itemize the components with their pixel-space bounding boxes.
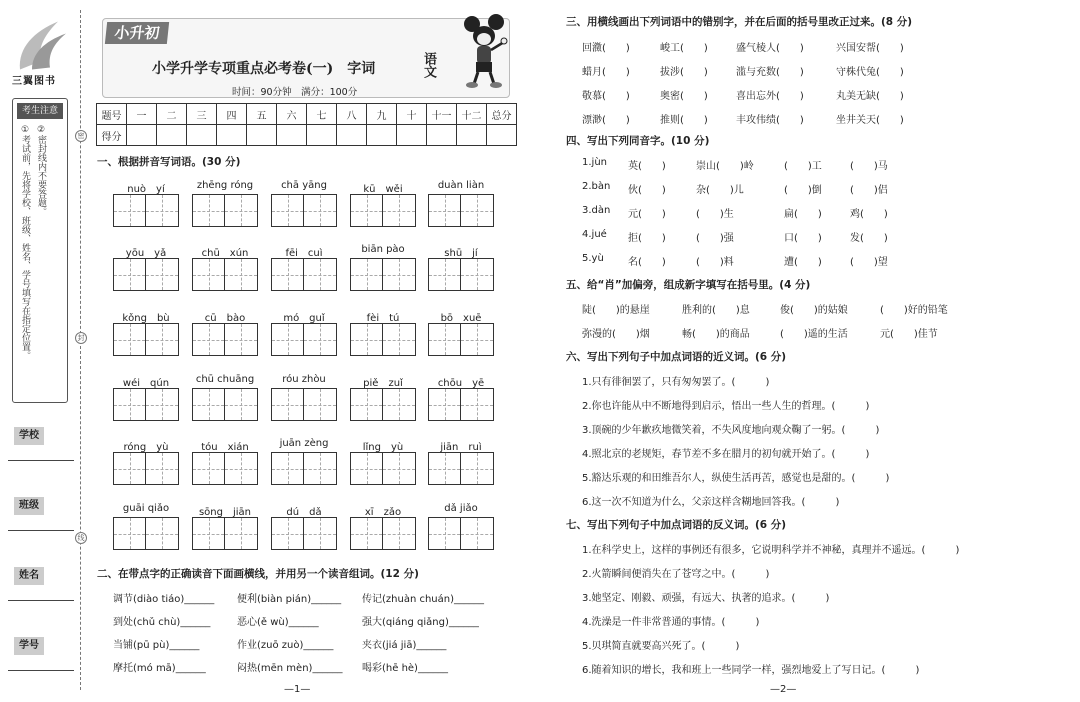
name-field[interactable]: [8, 600, 74, 601]
char-cell[interactable]: [461, 517, 494, 550]
name-label: 姓名: [14, 567, 44, 585]
score-input-cell[interactable]: [367, 125, 397, 146]
score-header-cell: 二: [157, 104, 187, 125]
score-header-cell: 总分: [487, 104, 517, 125]
word-grid[interactable]: [428, 388, 494, 421]
score-input-cell[interactable]: [187, 125, 217, 146]
seal-mark: 密: [75, 130, 87, 142]
pinyin-label: tóu xián: [201, 442, 249, 453]
antonym-item[interactable]: 2.火箭瞬间便消失在了苍穹之中。( ): [582, 569, 770, 580]
char-cell[interactable]: [461, 388, 494, 421]
pronunciation-item[interactable]: 便利(biàn pián)______: [237, 594, 342, 605]
score-input-cell[interactable]: [457, 125, 487, 146]
score-input-cell[interactable]: [337, 125, 367, 146]
char-cell[interactable]: [225, 388, 258, 421]
char-cell[interactable]: [383, 258, 416, 291]
word-grid[interactable]: [350, 388, 416, 421]
score-input-cell[interactable]: [277, 125, 307, 146]
word-grid[interactable]: [428, 194, 494, 227]
word-grid[interactable]: [113, 323, 179, 356]
radical-item[interactable]: 胜利的( )息: [682, 305, 750, 316]
homophone-item[interactable]: ( )生: [696, 209, 734, 220]
pinyin-label: chōu yē: [437, 378, 485, 389]
radical-item[interactable]: 俊( )的姑娘: [780, 305, 848, 316]
char-cell[interactable]: [113, 388, 146, 421]
notice-box: [12, 98, 68, 403]
score-header-cell: 九: [367, 104, 397, 125]
score-header-cell: 十一: [427, 104, 457, 125]
subject-label: 语文: [421, 52, 436, 78]
char-cell[interactable]: [192, 258, 225, 291]
char-cell[interactable]: [146, 517, 179, 550]
synonym-item[interactable]: 1.只有徘徊罢了，只有匆匆罢了。( ): [582, 377, 770, 388]
radical-item[interactable]: ( )好的铅笔: [880, 305, 948, 316]
page-title: 小学升学专项重点必考卷(一) 字词: [152, 61, 376, 77]
word-grid[interactable]: [428, 517, 494, 550]
char-cell[interactable]: [271, 323, 304, 356]
char-cell[interactable]: [304, 258, 337, 291]
typo-item[interactable]: 丸美无缺( ): [836, 91, 904, 102]
score-label-cell: 得分: [97, 125, 127, 146]
score-header-cell: 六: [277, 104, 307, 125]
char-cell[interactable]: [146, 388, 179, 421]
homophone-item: 2.bàn: [582, 181, 611, 192]
section2-heading: 二、在带点字的正确读音下面画横线，并用另一个读音组词。(12 分): [97, 568, 419, 580]
char-cell[interactable]: [350, 194, 383, 227]
homophone-item: 5.yù: [582, 253, 604, 264]
synonym-item[interactable]: 4.照北京的老规矩，春节差不多在腊月的初旬就开始了。( ): [582, 449, 870, 460]
typo-item[interactable]: 喜出忘外( ): [736, 91, 804, 102]
section1-heading: 一、根据拼音写词语。(30 分): [97, 156, 241, 168]
brand-name: 三翼图书: [12, 76, 56, 87]
class-field[interactable]: [8, 530, 74, 531]
score-input-cell[interactable]: [247, 125, 277, 146]
school-field[interactable]: [8, 460, 74, 461]
pinyin-label: piě zuǐ: [363, 378, 403, 389]
char-cell[interactable]: [350, 258, 383, 291]
pinyin-label: sōng jiān: [198, 507, 252, 518]
char-cell[interactable]: [146, 194, 179, 227]
score-header-cell: 一: [127, 104, 157, 125]
char-cell[interactable]: [146, 258, 179, 291]
pinyin-label: jiān ruì: [440, 442, 482, 453]
homophone-item[interactable]: 元( ): [628, 209, 666, 220]
homophone-item[interactable]: ( )倒: [784, 185, 822, 196]
homophone-item[interactable]: 拒( ): [628, 233, 666, 244]
pinyin-label: duàn liàn: [437, 180, 485, 191]
pinyin-label: guāi qiǎo: [122, 503, 170, 514]
char-cell[interactable]: [113, 517, 146, 550]
pinyin-label: chū xún: [201, 248, 249, 259]
char-cell[interactable]: [271, 388, 304, 421]
pinyin-label: bō xuē: [440, 313, 482, 324]
pinyin-label: mó guǐ: [283, 313, 325, 324]
radical-item[interactable]: 畅( )的商品: [682, 329, 750, 340]
char-cell[interactable]: [146, 323, 179, 356]
typo-item[interactable]: 拔涉( ): [660, 67, 708, 78]
score-input-cell[interactable]: [427, 125, 457, 146]
char-cell[interactable]: [225, 323, 258, 356]
score-header-cell: 五: [247, 104, 277, 125]
char-cell[interactable]: [146, 452, 179, 485]
homophone-item[interactable]: 伙( ): [628, 185, 666, 196]
char-cell[interactable]: [383, 194, 416, 227]
char-cell[interactable]: [350, 517, 383, 550]
word-grid[interactable]: [271, 258, 337, 291]
pinyin-label: fèi tú: [366, 313, 400, 324]
typo-item[interactable]: 回瀓( ): [582, 43, 630, 54]
pinyin-label: fēi cuì: [285, 248, 323, 259]
word-grid[interactable]: [192, 258, 258, 291]
char-cell[interactable]: [113, 194, 146, 227]
section7-heading: 七、写出下列句子中加点词语的反义词。(6 分): [566, 519, 787, 531]
char-cell[interactable]: [113, 258, 146, 291]
homophone-item[interactable]: 鸡( ): [850, 209, 888, 220]
pronunciation-item[interactable]: 到处(chǔ chù)______: [113, 617, 211, 628]
pronunciation-item[interactable]: 闷热(mēn mèn)______: [237, 663, 343, 674]
pronunciation-item[interactable]: 当铺(pū pù)______: [113, 640, 200, 651]
typo-item[interactable]: 兴国安帮( ): [836, 43, 904, 54]
word-grid[interactable]: [271, 517, 337, 550]
synonym-item[interactable]: 2.你也许能从中不断地得到启示，悟出一些人生的哲理。( ): [582, 401, 870, 412]
pinyin-label: biān pào: [361, 244, 405, 255]
score-header-cell: 四: [217, 104, 247, 125]
word-grid[interactable]: [428, 258, 494, 291]
char-cell[interactable]: [383, 388, 416, 421]
char-cell[interactable]: [192, 452, 225, 485]
word-grid[interactable]: [350, 323, 416, 356]
char-cell[interactable]: [113, 323, 146, 356]
antonym-item[interactable]: 3.她坚定、刚毅、顽强，有远大、执著的追求。( ): [582, 593, 830, 604]
char-cell[interactable]: [350, 323, 383, 356]
char-cell[interactable]: [271, 517, 304, 550]
char-cell[interactable]: [271, 452, 304, 485]
score-header-cell: 八: [337, 104, 367, 125]
word-grid[interactable]: [113, 194, 179, 227]
radical-item[interactable]: 陡( )的悬崖: [582, 305, 650, 316]
char-cell[interactable]: [304, 388, 337, 421]
pinyin-label: cū bào: [204, 313, 246, 324]
pronunciation-item[interactable]: 摩托(mó mā)______: [113, 663, 206, 674]
char-cell[interactable]: [192, 517, 225, 550]
char-cell[interactable]: [225, 258, 258, 291]
typo-item[interactable]: 盛气棱人( ): [736, 43, 804, 54]
char-cell[interactable]: [192, 323, 225, 356]
word-grid[interactable]: [350, 452, 416, 485]
pinyin-label: wéi qún: [122, 378, 170, 389]
char-cell[interactable]: [225, 517, 258, 550]
char-cell[interactable]: [428, 517, 461, 550]
pinyin-label: kǒng bù: [122, 313, 170, 324]
score-header-cell: 七: [307, 104, 337, 125]
pronunciation-item[interactable]: 强大(qiáng qiǎng)______: [362, 617, 479, 628]
radical-item[interactable]: 弥漫的( )烟: [582, 329, 650, 340]
pinyin-label: yōu yǎ: [125, 248, 167, 259]
word-grid[interactable]: [350, 258, 416, 291]
char-cell[interactable]: [304, 517, 337, 550]
typo-item[interactable]: 蜡月( ): [582, 67, 630, 78]
class-label: 班级: [14, 497, 44, 515]
school-label: 学校: [14, 427, 44, 445]
pinyin-label: kū wěi: [363, 184, 403, 195]
score-input-cell[interactable]: [127, 125, 157, 146]
char-cell[interactable]: [428, 258, 461, 291]
synonym-item[interactable]: 3.顶碗的少年歉疚地微笑着，不失风度地向观众鞠了一躬。( ): [582, 425, 880, 436]
char-cell[interactable]: [304, 452, 337, 485]
typo-item[interactable]: 峻工( ): [660, 43, 708, 54]
word-grid[interactable]: [271, 452, 337, 485]
char-cell[interactable]: [350, 452, 383, 485]
word-grid[interactable]: [271, 388, 337, 421]
word-grid[interactable]: [350, 194, 416, 227]
typo-item[interactable]: 滥与充数( ): [736, 67, 804, 78]
homophone-item[interactable]: ( )侣: [850, 185, 888, 196]
char-cell[interactable]: [383, 323, 416, 356]
char-cell[interactable]: [461, 452, 494, 485]
char-cell[interactable]: [350, 388, 383, 421]
score-input-cell[interactable]: [157, 125, 187, 146]
char-cell[interactable]: [271, 194, 304, 227]
score-header-cell: 题号: [97, 104, 127, 125]
typo-item[interactable]: 漂渺( ): [582, 115, 630, 126]
word-grid[interactable]: [192, 517, 258, 550]
word-grid[interactable]: [192, 194, 258, 227]
pinyin-label: dú dǎ: [286, 507, 322, 518]
student-id-field[interactable]: [8, 670, 74, 671]
typo-item[interactable]: 守株代兔( ): [836, 67, 904, 78]
homophone-item[interactable]: ( )望: [850, 257, 888, 268]
char-cell[interactable]: [383, 452, 416, 485]
pinyin-label: róu zhòu: [282, 374, 326, 385]
pinyin-label: shū jí: [444, 248, 478, 259]
homophone-item[interactable]: 英( ): [628, 161, 666, 172]
char-cell[interactable]: [271, 258, 304, 291]
radical-item[interactable]: ( )遥的生活: [780, 329, 848, 340]
pronunciation-item[interactable]: 作业(zuō zuò)______: [237, 640, 334, 651]
char-cell[interactable]: [461, 194, 494, 227]
typo-item[interactable]: 推则( ): [660, 115, 708, 126]
homophone-item: 1.jùn: [582, 157, 607, 168]
word-grid[interactable]: [192, 388, 258, 421]
student-id-label: 学号: [14, 637, 44, 655]
score-input-cell[interactable]: [487, 125, 517, 146]
pronunciation-item[interactable]: 调节(diào tiáo)______: [113, 594, 215, 605]
homophone-item[interactable]: ( )料: [696, 257, 734, 268]
score-input-row: [97, 125, 517, 146]
homophone-item[interactable]: 发( ): [850, 233, 888, 244]
typo-item[interactable]: 坐井关天( ): [836, 115, 904, 126]
pinyin-label: chā yāng: [281, 180, 327, 191]
homophone-item[interactable]: ( )强: [696, 233, 734, 244]
homophone-item[interactable]: ( )马: [850, 161, 888, 172]
page-number: —2—: [770, 684, 797, 695]
score-header-cell: 十: [397, 104, 427, 125]
word-grid[interactable]: [428, 323, 494, 356]
antonym-item[interactable]: 6.随着知识的增长，我和班上一些同学一样，强烈地爱上了写日记。( ): [582, 665, 920, 676]
seal-mark: 线: [75, 532, 87, 544]
word-grid[interactable]: [113, 388, 179, 421]
pronunciation-item[interactable]: 恶心(ě wù)______: [237, 617, 319, 628]
char-cell[interactable]: [428, 194, 461, 227]
seal-mark: 封: [75, 332, 87, 344]
pinyin-label: xī zǎo: [364, 507, 402, 518]
char-cell[interactable]: [461, 258, 494, 291]
typo-item[interactable]: 丰攻伟绩( ): [736, 115, 804, 126]
word-grid[interactable]: [192, 323, 258, 356]
char-cell[interactable]: [304, 323, 337, 356]
section5-heading: 五、给“肖”加偏旁，组成新字填写在括号里。(4 分): [566, 279, 811, 291]
word-grid[interactable]: [428, 452, 494, 485]
pinyin-label: lǐng yù: [362, 442, 404, 453]
antonym-item[interactable]: 4.洗澡是一件非常普通的事情。( ): [582, 617, 760, 628]
section3-heading: 三、用横线画出下列词语中的错别字，并在后面的括号里改正过来。(8 分): [566, 16, 913, 28]
typo-item[interactable]: 奥密( ): [660, 91, 708, 102]
notice-title: 考生注意: [17, 103, 63, 119]
homophone-item[interactable]: 扁( ): [784, 209, 822, 220]
homophone-item[interactable]: 口( ): [784, 233, 822, 244]
char-cell[interactable]: [225, 194, 258, 227]
word-grid[interactable]: [271, 323, 337, 356]
antonym-item[interactable]: 1.在科学史上，这样的事例还有很多，它说明科学并不神秘，真理并不遥远。( ): [582, 545, 960, 556]
word-grid[interactable]: [113, 258, 179, 291]
homophone-item[interactable]: 崇山( )岭: [696, 161, 754, 172]
mascot-icon: [462, 14, 508, 88]
word-grid[interactable]: [271, 194, 337, 227]
pronunciation-item[interactable]: 喝彩(hē hè)______: [362, 663, 448, 674]
homophone-item[interactable]: 名( ): [628, 257, 666, 268]
score-table: [96, 103, 517, 146]
page-number: —1—: [284, 684, 311, 695]
notice-line-1: ①考试前，先将学校、班级、姓名、学号填写在指定位置。: [20, 125, 30, 360]
word-grid[interactable]: [113, 517, 179, 550]
grade-badge: 小升初: [105, 22, 169, 44]
char-cell[interactable]: [461, 323, 494, 356]
char-cell[interactable]: [428, 452, 461, 485]
word-grid[interactable]: [113, 452, 179, 485]
pinyin-label: chū chuāng: [195, 374, 255, 385]
score-header-cell: 十二: [457, 104, 487, 125]
notice-line-2: ②密封线内不要答题。: [36, 125, 46, 216]
pronunciation-item[interactable]: 夹衣(jiá jiā)______: [362, 640, 447, 651]
word-grid[interactable]: [350, 517, 416, 550]
char-cell[interactable]: [192, 194, 225, 227]
synonym-item[interactable]: 6.这一次不知道为什么，父亲这样含糊地回答我。( ): [582, 497, 840, 508]
pinyin-label: juān zèng: [279, 438, 329, 449]
score-input-cell[interactable]: [217, 125, 247, 146]
char-cell[interactable]: [428, 323, 461, 356]
char-cell[interactable]: [113, 452, 146, 485]
score-header-cell: 三: [187, 104, 217, 125]
char-cell[interactable]: [304, 194, 337, 227]
homophone-item[interactable]: 杂( )儿: [696, 185, 744, 196]
pronunciation-item[interactable]: 传记(zhuàn chuán)______: [362, 594, 485, 605]
typo-item[interactable]: 敬慕( ): [582, 91, 630, 102]
antonym-item[interactable]: 5.贝琪简直就要高兴死了。( ): [582, 641, 740, 652]
homophone-item[interactable]: ( )工: [784, 161, 822, 172]
score-header-row: [97, 104, 517, 125]
pinyin-label: róng yù: [123, 442, 169, 453]
homophone-item: 3.dàn: [582, 205, 611, 216]
score-input-cell[interactable]: [307, 125, 337, 146]
synonym-item[interactable]: 5.豁达乐观的和田维吾尔人，纵使生活再苦，感觉也是甜的。( ): [582, 473, 890, 484]
seal-line: [80, 10, 81, 690]
homophone-item[interactable]: 遭( ): [784, 257, 822, 268]
word-grid[interactable]: [192, 452, 258, 485]
exam-time-info: 时间：90分钟 满分：100分: [232, 87, 358, 98]
homophone-item: 4.jué: [582, 229, 607, 240]
char-cell[interactable]: [225, 452, 258, 485]
score-input-cell[interactable]: [397, 125, 427, 146]
section6-heading: 六、写出下列句子中加点词语的近义词。(6 分): [566, 351, 787, 363]
char-cell[interactable]: [428, 388, 461, 421]
char-cell[interactable]: [192, 388, 225, 421]
radical-item[interactable]: 元( )佳节: [880, 329, 938, 340]
pinyin-label: dǎ jiǎo: [444, 503, 478, 514]
section4-heading: 四、写出下列同音字。(10 分): [566, 135, 710, 147]
char-cell[interactable]: [383, 517, 416, 550]
pinyin-label: zhēng róng: [196, 180, 254, 191]
pinyin-label: nuò yí: [127, 184, 165, 195]
